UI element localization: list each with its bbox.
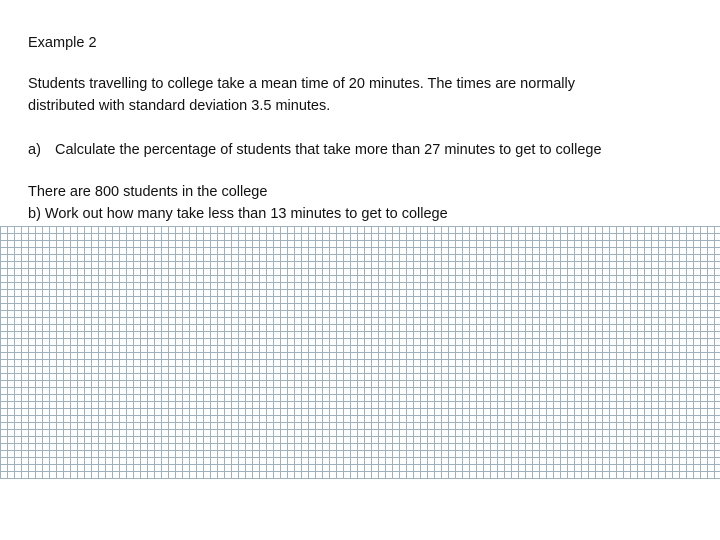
question-b-block [28, 181, 448, 225]
question-a [28, 139, 602, 161]
question-a-text: Calculate the percentage of students that take more than 27 minutes to get to college [55, 142, 602, 158]
example-title: Example 2 [28, 35, 97, 51]
question-b: b) Work out how many take less than 13 minutes to get to college [28, 206, 448, 222]
problem-statement-line-1: Students travelling to college take a mean time of 20 minutes. The times are normally [28, 76, 575, 92]
problem-statement [28, 73, 575, 117]
graph-paper-grid [0, 226, 720, 479]
college-size-statement: There are 800 students in the college [28, 184, 268, 200]
question-a-label: a) [28, 142, 41, 158]
problem-statement-line-2: distributed with standard deviation 3.5 minutes. [28, 98, 331, 114]
